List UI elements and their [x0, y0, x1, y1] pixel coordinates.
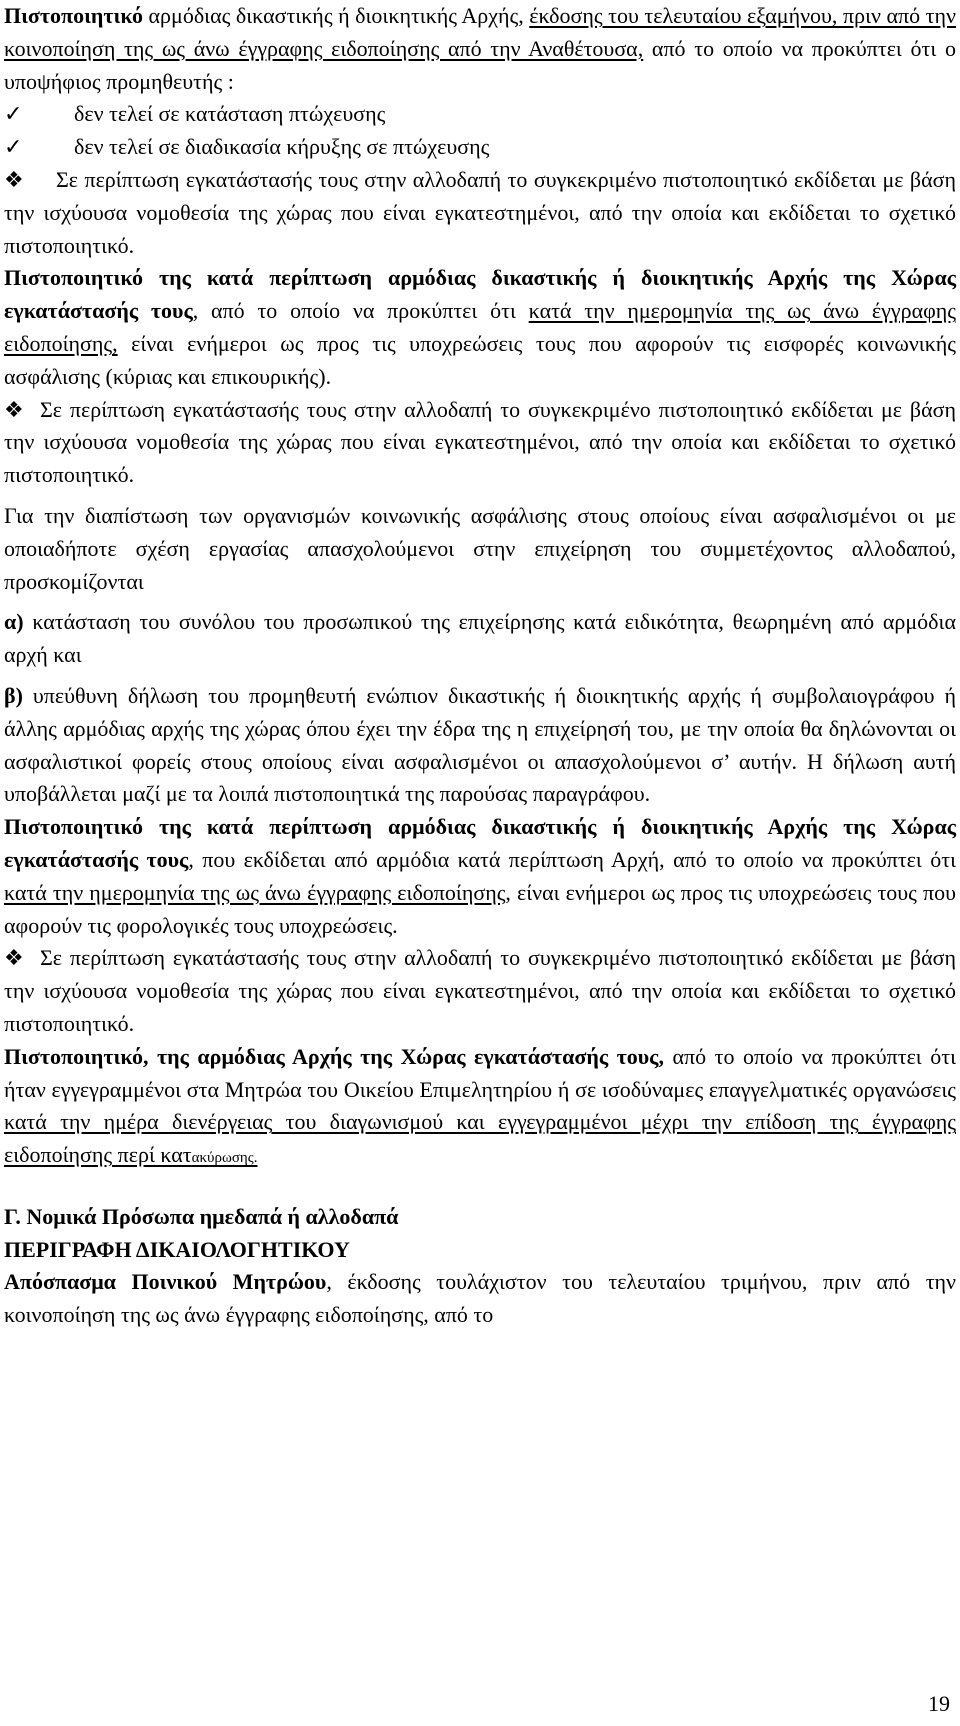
- diamond-item: ❖ Σε περίπτωση εγκατάστασής τους στην αλλοδαπή το συγκεκριμένο πιστοποιητικό εκδίδεται με βάση την ισχύουσα νομοθεσία της χώρας που είναι εγκατεστημένοι, από την οποία και εκδίδεται το σχετικό πιστοποιητικό.: [4, 942, 956, 1040]
- underlined-text: κατά την ημέρα διενέργειας του διαγωνισμού και εγγεγραμμένοι μέχρι την επίδοση της έγγραφης ειδοποίησης περί κατακύρωσης.: [4, 1109, 956, 1168]
- list-label: β): [4, 682, 23, 708]
- bold-text: Πιστοποιητικό της κατά περίπτωση αρμόδιας δικαστικής ή διοικητικής Αρχής της Χώρας εγκατάστασής τους: [4, 814, 956, 872]
- paragraph-social-security-certificate: Πιστοποιητικό της κατά περίπτωση αρμόδιας δικαστικής ή διοικητικής Αρχής της Χώρας εγκατάστασής τους, από το οποίο να προκύπτει ότι κατά την ημερομηνία της ως άνω έγγραφης ειδοποίησης, είναι ενήμεροι ως προς τις υποχρεώσεις τους που αφορούν τις εισφορές κοινωνικής ασφάλισης (κύριας και επικουρικής).: [4, 265, 957, 389]
- underlined-text: κατά την ημερομηνία της ως άνω έγγραφης ειδοποίησης,: [4, 298, 957, 356]
- section-subheading: ΠΕΡΙΓΡΑΦΗ ΔΙΚΑΙΟΛΟΓΗΤΙΚΟΥ: [4, 1236, 350, 1262]
- four-diamond-bullet-icon: ❖: [4, 166, 24, 192]
- check-mark-icon: ✓: [4, 101, 23, 127]
- paragraph-solemn-declaration: β) υπεύθυνη δήλωση του προμηθευτή ενώπιον δικαστικής ή διοικητικής αρχής ή συμβολαιογράφου ή άλλης αρμόδιας αρχής της χώρας όπου έχει την έδρα της η επιχείρησή του, με την οποία θα δηλώνονται οι ασφαλιστικοί φορείς στους οποίους είναι ασφαλισμένοι οι απασχολούμενοι σ’ αυτήν. Η δήλωση αυτή υποβάλλεται μαζί με τα λοιπά πιστοποιητικά της παρούσας παραγράφου.: [4, 682, 956, 807]
- document-page: [4, 0, 956, 1332]
- bold-text: Απόσπασμα Ποινικού Μητρώου: [4, 1269, 327, 1295]
- paragraph-chamber-registration: Πιστοποιητικό, της αρμόδιας Αρχής της Χώρας εγκατάστασής τους, από το οποίο να προκύπτει ότι ήταν εγγεγραμμένοι στα Μητρώα του Οικείου Επιμελητηρίου ή σε ισοδύναμες επαγγελματικές οργανώσεις κατά την ημέρα διενέργειας του διαγωνισμού και εγγεγραμμένοι μέχρι την επίδοση της έγγραφης ειδοποίησης περί κατακύρωσης.: [4, 1043, 957, 1168]
- check-item: ✓ δεν τελεί σε διαδικασία κήρυξης σε πτώχευσης: [4, 131, 956, 164]
- four-diamond-bullet-icon: ❖: [4, 945, 24, 971]
- page-number: 19: [928, 1691, 950, 1716]
- paragraph-criminal-record: Απόσπασμα Ποινικού Μητρώου, έκδοσης τουλάχιστον του τελευταίου τριμήνου, πριν από την κοινοποίηση της ως άνω έγγραφης ειδοποίησης, από το: [4, 1269, 956, 1328]
- check-item: ✓ δεν τελεί σε κατάσταση πτώχευσης: [4, 98, 956, 131]
- four-diamond-bullet-icon: ❖: [4, 396, 24, 422]
- bold-text: Πιστοποιητικό: [4, 3, 143, 28]
- paragraph-tax-certificate: Πιστοποιητικό της κατά περίπτωση αρμόδιας δικαστικής ή διοικητικής Αρχής της Χώρας εγκατάστασής τους, που εκδίδεται από αρμόδια κατά περίπτωση Αρχή, από το οποίο να προκύπτει ότι κατά την ημερομηνία της ως άνω έγγραφης ειδοποίησης, είναι ενήμεροι ως προς τις υποχρεώσεις τους που αφορούν τις φορολογικές τους υποχρεώσεις.: [4, 814, 956, 938]
- underlined-text: κατά την ημερομηνία της ως άνω έγγραφης ειδοποίησης: [4, 879, 506, 905]
- diamond-item: ❖ Σε περίπτωση εγκατάστασής τους στην αλλοδαπή το συγκεκριμένο πιστοποιητικό εκδίδεται με βάση την ισχύουσα νομοθεσία της χώρας που είναι εγκατεστημένοι, από την οποία και εκδίδεται το σχετικό πιστοποιητικό.: [4, 164, 956, 262]
- paragraph-staff-list: α) κατάσταση του συνόλου του προσωπικού της επιχείρησης κατά ειδικότητα, θεωρημένη από αρμόδια αρχή και: [4, 609, 956, 668]
- list-label: α): [4, 609, 24, 635]
- paragraph-insurance-bodies: Για την διαπίστωση των οργανισμών κοινωνικής ασφάλισης στους οποίους είναι ασφαλισμένοι οι με οποιαδήποτε σχέση εργασίας απασχολούμενοι στην επιχείρηση του συμμετέχοντος αλλοδαπού, προσκομίζονται: [4, 502, 956, 594]
- bold-text: Πιστοποιητικό, της αρμόδιας Αρχής της Χώρας εγκατάστασής τους,: [4, 1043, 664, 1069]
- bold-text: Πιστοποιητικό της κατά περίπτωση αρμόδιας δικαστικής ή διοικητικής Αρχής της Χώρας εγκατάστασής τους: [4, 265, 956, 324]
- underlined-text: έκδοσης του τελευταίου εξαμήνου, πριν από την κοινοποίηση της ως άνω έγγραφης ειδοποίησης από την Αναθέτουσα,: [4, 3, 956, 61]
- check-mark-icon: ✓: [4, 134, 23, 160]
- diamond-item: ❖ Σε περίπτωση εγκατάστασής τους στην αλλοδαπή το συγκεκριμένο πιστοποιητικό εκδίδεται με βάση την ισχύουσα νομοθεσία της χώρας που είναι εγκατεστημένοι, από την οποία και εκδίδεται το σχετικό πιστοποιητικό.: [4, 394, 956, 492]
- paragraph-bankruptcy-certificate: Πιστοποιητικό αρμόδιας δικαστικής ή διοικητικής Αρχής, έκδοσης του τελευταίου εξαμήνου, πριν από την κοινοποίηση της ως άνω έγγραφης ειδοποίησης από την Αναθέτουσα, από το οποίο να προκύπτει ότι ο υποψήφιος προμηθευτής :: [4, 3, 957, 94]
- section-heading: Γ. Νομικά Πρόσωπα ημεδαπά ή αλλοδαπά: [4, 1203, 399, 1229]
